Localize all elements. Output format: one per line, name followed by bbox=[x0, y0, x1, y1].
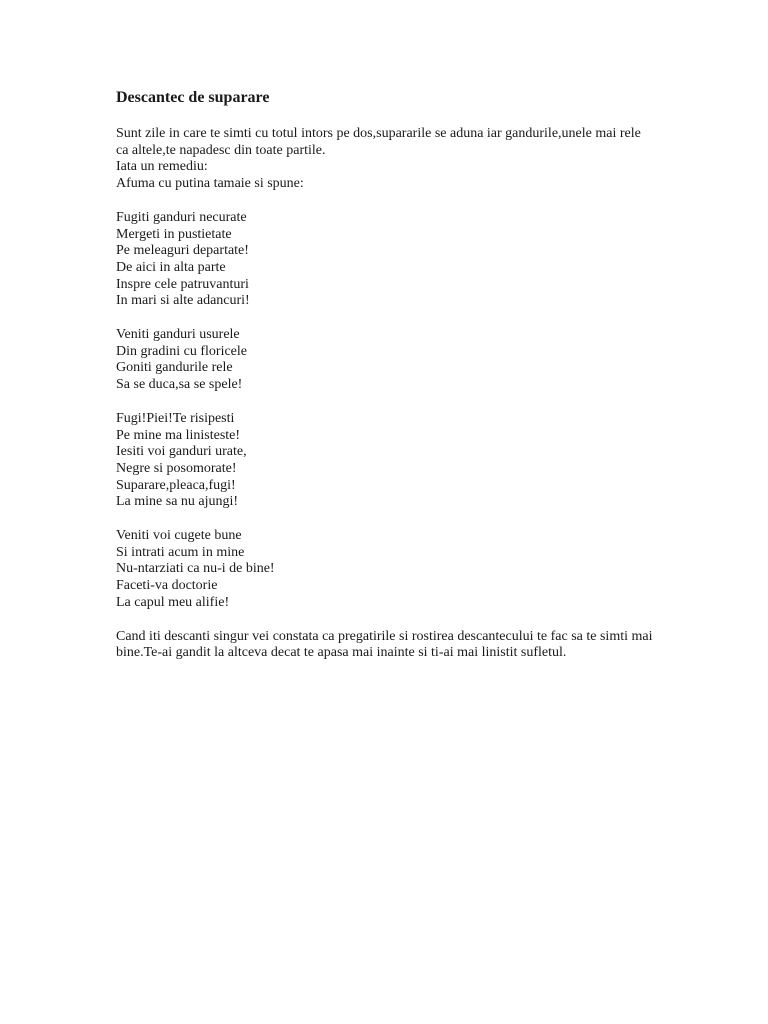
poem-line: Din gradini cu floricele bbox=[116, 343, 248, 359]
poem-line: In mari si alte adancuri! bbox=[116, 293, 250, 309]
poem-stanza-1 bbox=[116, 210, 656, 310]
document-title: Descantec de suparare bbox=[116, 89, 270, 106]
document-page bbox=[116, 88, 656, 662]
poem-line: Inspre cele patruvanturi bbox=[116, 276, 249, 292]
poem-line: De aici in alta parte bbox=[116, 259, 226, 275]
poem-line: Mergeti in pustietate bbox=[116, 226, 232, 242]
poem-line: Pe meleaguri departate! bbox=[116, 243, 249, 259]
poem-line: Si intrati acum in mine bbox=[116, 544, 245, 560]
intro-line: Iata un remediu: bbox=[116, 159, 208, 175]
poem-line: Nu-ntarziati ca nu-i de bine! bbox=[116, 561, 275, 577]
poem-stanza-4 bbox=[116, 528, 656, 612]
poem-line: Suparare,pleaca,fugi! bbox=[116, 477, 236, 493]
intro-paragraph bbox=[116, 126, 656, 193]
intro-line: Sunt zile in care te simti cu totul intors pe dos,supararile se aduna iar gandurile,unele mai rele ca altele,te napadesc din toate partile. bbox=[116, 126, 641, 158]
poem-line: Fugi!Piei!Te risipesti bbox=[116, 410, 235, 426]
poem-line: Veniti voi cugete bune bbox=[116, 528, 242, 544]
poem-line: La mine sa nu ajungi! bbox=[116, 494, 239, 510]
intro-line: Afuma cu putina tamaie si spune: bbox=[116, 176, 304, 192]
poem-line: Fugiti ganduri necurate bbox=[116, 209, 247, 225]
poem-line: Faceti-va doctorie bbox=[116, 578, 218, 594]
poem-line: Veniti ganduri usurele bbox=[116, 327, 240, 343]
poem-line: Sa se duca,sa se spele! bbox=[116, 377, 243, 393]
poem-stanza-2 bbox=[116, 327, 656, 394]
poem-line: La capul meu alifie! bbox=[116, 594, 230, 610]
poem-stanza-3 bbox=[116, 411, 656, 511]
poem-line: Goniti gandurile rele bbox=[116, 360, 233, 376]
poem-line: Pe mine ma linisteste! bbox=[116, 427, 241, 443]
closing-paragraph: Cand iti descanti singur vei constata ca pregatirile si rostirea descantecului te fac sa te simti mai bine.Te-ai gandit la altceva decat te apasa mai inainte si ti-ai mai linistit sufletul. bbox=[116, 628, 653, 661]
poem-line: Negre si posomorate! bbox=[116, 460, 237, 476]
poem-line: Iesiti voi ganduri urate, bbox=[116, 444, 247, 460]
